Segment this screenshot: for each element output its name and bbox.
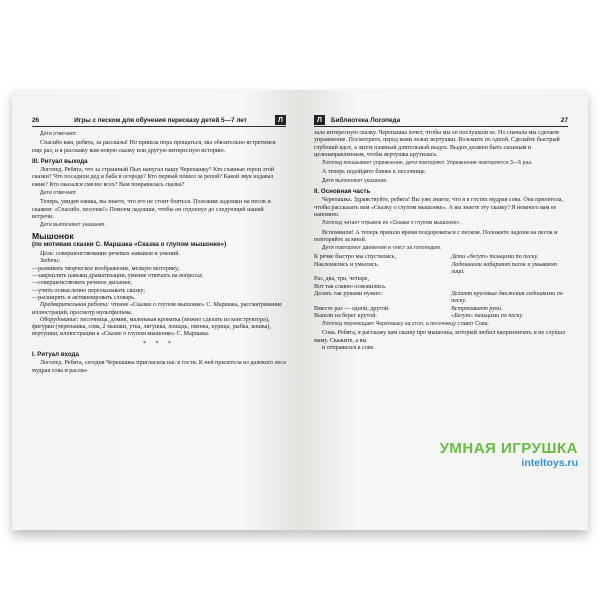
goal-line	[32, 251, 286, 258]
poem-row	[314, 276, 568, 283]
poem-line: Вот так славно освежились.	[314, 283, 387, 290]
store-watermark	[438, 440, 578, 469]
watermark-site: inteltoys.ru	[521, 457, 578, 469]
task-item: —развивать творческое воображение, мелкую моторику;	[32, 265, 180, 272]
paragraph: Спасибо вам, ребята, за рассказы! Но пришла пора прощаться, мы обязательно встретимся еще раз, и я расскажу вам новую сказку или другую интересную историю.	[32, 140, 276, 154]
task-item: —закреплять навыки драматизации, умение отвечать на вопросы;	[32, 273, 203, 280]
prep-text: чтение «Сказки о глупом мышонке» С. Маршака, рассматривание иллюстраций, просмотр мультфильма.	[32, 302, 282, 316]
stage-note: Дети отвечают.	[40, 190, 77, 197]
stage-note: Дети выполняют указания.	[40, 222, 106, 229]
equip-text: песочница, домик, маленькая кроватка (можно сделать из конструктора), фигурки (черепашка, сова, 2 мышки, утка, лягушка, лошадь, свинка, курица, рыбка, кошка), вертушки, иллюстрации к «Сказке о глупом мышонке» С. Маршака.	[32, 316, 271, 338]
poem-action: Ладошками набирают песок и умывают лицо.	[451, 261, 557, 276]
poem-action	[451, 284, 568, 291]
poem-line: Вместе раз — одной, другой.	[314, 305, 390, 312]
stars-divider: * * *	[143, 340, 175, 347]
left-page	[12, 90, 300, 530]
stage-note: Логопед читает отрывок из «Сказки о глупом мышонке».	[322, 220, 461, 227]
poem-line: Делать так руками нужно:	[314, 290, 383, 297]
prep-label: Предварительная работа:	[40, 302, 110, 309]
stage-note: Дети выполняют указание.	[322, 177, 388, 184]
poem-row	[314, 262, 568, 277]
paragraph: Логопед. Ребята, сегодня Черепашка пригласила нас в гости. К ней прилетела из далекого леса мудрая сова и расска-	[32, 360, 286, 374]
right-running-head	[314, 114, 568, 127]
tasks-label: Задачи:	[40, 258, 61, 265]
stage-note: Логопед перемещает Черепашку на стол, а песочницу ставит Сова.	[322, 321, 489, 328]
goal-label: Цель:	[40, 251, 55, 258]
equip-label: Оборудование:	[40, 316, 79, 323]
section-heading: III. Ритуал выхода	[32, 157, 88, 165]
poem-action	[451, 276, 568, 283]
story-title: Мышонок	[32, 230, 74, 241]
section-heading: I. Ритуал входа	[32, 351, 79, 359]
poem-line: Вышли на берег крутой.	[314, 312, 378, 319]
poem-row	[314, 291, 568, 306]
story-subtitle: (по мотивам сказки С. Маршака «Сказка о глупом мышонке»)	[32, 240, 227, 248]
right-logo-icon: Л	[314, 115, 325, 125]
stage-note: Логопед показывает упражнение, дети повторяют. Упражнение повторяется 3—5 раз.	[322, 160, 533, 167]
goal-text: совершенствование речевых навыков и умений.	[55, 251, 181, 258]
stage-note: Дети отвечают.	[40, 131, 77, 137]
left-logo-icon: Л	[275, 115, 286, 125]
left-page-body	[32, 130, 286, 520]
paragraph: Логопед. Ребята, что за страшный Пых напугал нашу Черепашку? Кто главные герои этой сказки? Что посадили дед и баба в огороде? Кто первый пошел за репой? Какой звук издавал ежик? Кто оказался смелее всех? Вам понравилась сказка?	[32, 167, 275, 188]
stage-note: Дети повторяют движения и текст за логопедом.	[322, 245, 442, 252]
paragraph: и отправился к сове.	[322, 345, 375, 352]
task-item: —совершенствовать речевое дыхание;	[32, 280, 132, 287]
left-running-title: Игры с песком для обучения пересказу детей 5—7 лет	[74, 116, 247, 124]
paragraph: Черепашка. Здравствуйте, ребята! Вы уже знаете, что я в гостях мудрая сова. Она прилетела, чтобы рассказать вам «Сказку о глупом мышонке». А вы знаете эту сказку? Я немного вам ее напомню.	[314, 197, 564, 218]
poem-row	[314, 306, 568, 313]
poem-line: Раз, два, три, четыре,	[314, 276, 370, 283]
equip-line	[32, 317, 286, 339]
right-page-number: 27	[560, 116, 568, 124]
left-page-number: 26	[32, 116, 40, 124]
poem-row	[314, 254, 568, 261]
right-running-title: Библиотека Логопеда	[331, 116, 401, 124]
section-heading: II. Основная часть	[314, 188, 371, 196]
task-item: —расширять и активизировать словарь.	[32, 294, 136, 301]
poem-line: К речке быстро мы спустились,	[314, 254, 396, 261]
task-item: —учить осмысленно пересказывать сказку;	[32, 287, 146, 294]
paragraph: Теперь, увидев ежика, вы знаете, что его не стоит бояться. Положим ладошки на песок и скажем: «Спасибо, песочек!» Помоем ладошки, чтобы он отдохнул до следующей нашей встречи.	[32, 199, 271, 220]
poem-row	[314, 284, 568, 291]
prep-line	[32, 302, 286, 317]
paragraph: А теперь подойдите ближе к песочнице.	[322, 169, 427, 176]
poem-action: «Бегут» пальцами по песку.	[451, 312, 524, 319]
poem-action: Дети «бегут» пальцами по песку.	[451, 254, 539, 261]
poem-action: Встряхивают руки.	[451, 305, 503, 312]
left-running-head	[32, 114, 286, 127]
paragraph: Вспомнили! А теперь пришло время поздороваться с песком. Положите ладони на песок и повторяйте за мной.	[314, 229, 558, 243]
poem-row	[314, 313, 568, 320]
poem-action: Делают круговые движения ладошками по песку.	[451, 290, 563, 305]
paragraph: Сова. Ребята, я расскажу вам сказку про мышонка, который любил капризничать и не слушал маму. Скажите, а вы	[314, 330, 566, 344]
poem-line: Наклонились и умылись.	[314, 261, 379, 268]
watermark-brand: УМНАЯ ИГРУШКА	[439, 440, 578, 457]
paragraph: зала интересную сказку. Черепашка хочет, чтобы мы ее послушали ее. Но сначала мы сделаем упражнение. Посмотрите, перед вами лежат вертушки. Возьмите по одной. Сделайте быстрый глубокий вдох, а затем плавный длительный выдох. Выдох должен быть сильным и целенаправленным, чтобы вертушка крутилась.	[314, 130, 560, 158]
